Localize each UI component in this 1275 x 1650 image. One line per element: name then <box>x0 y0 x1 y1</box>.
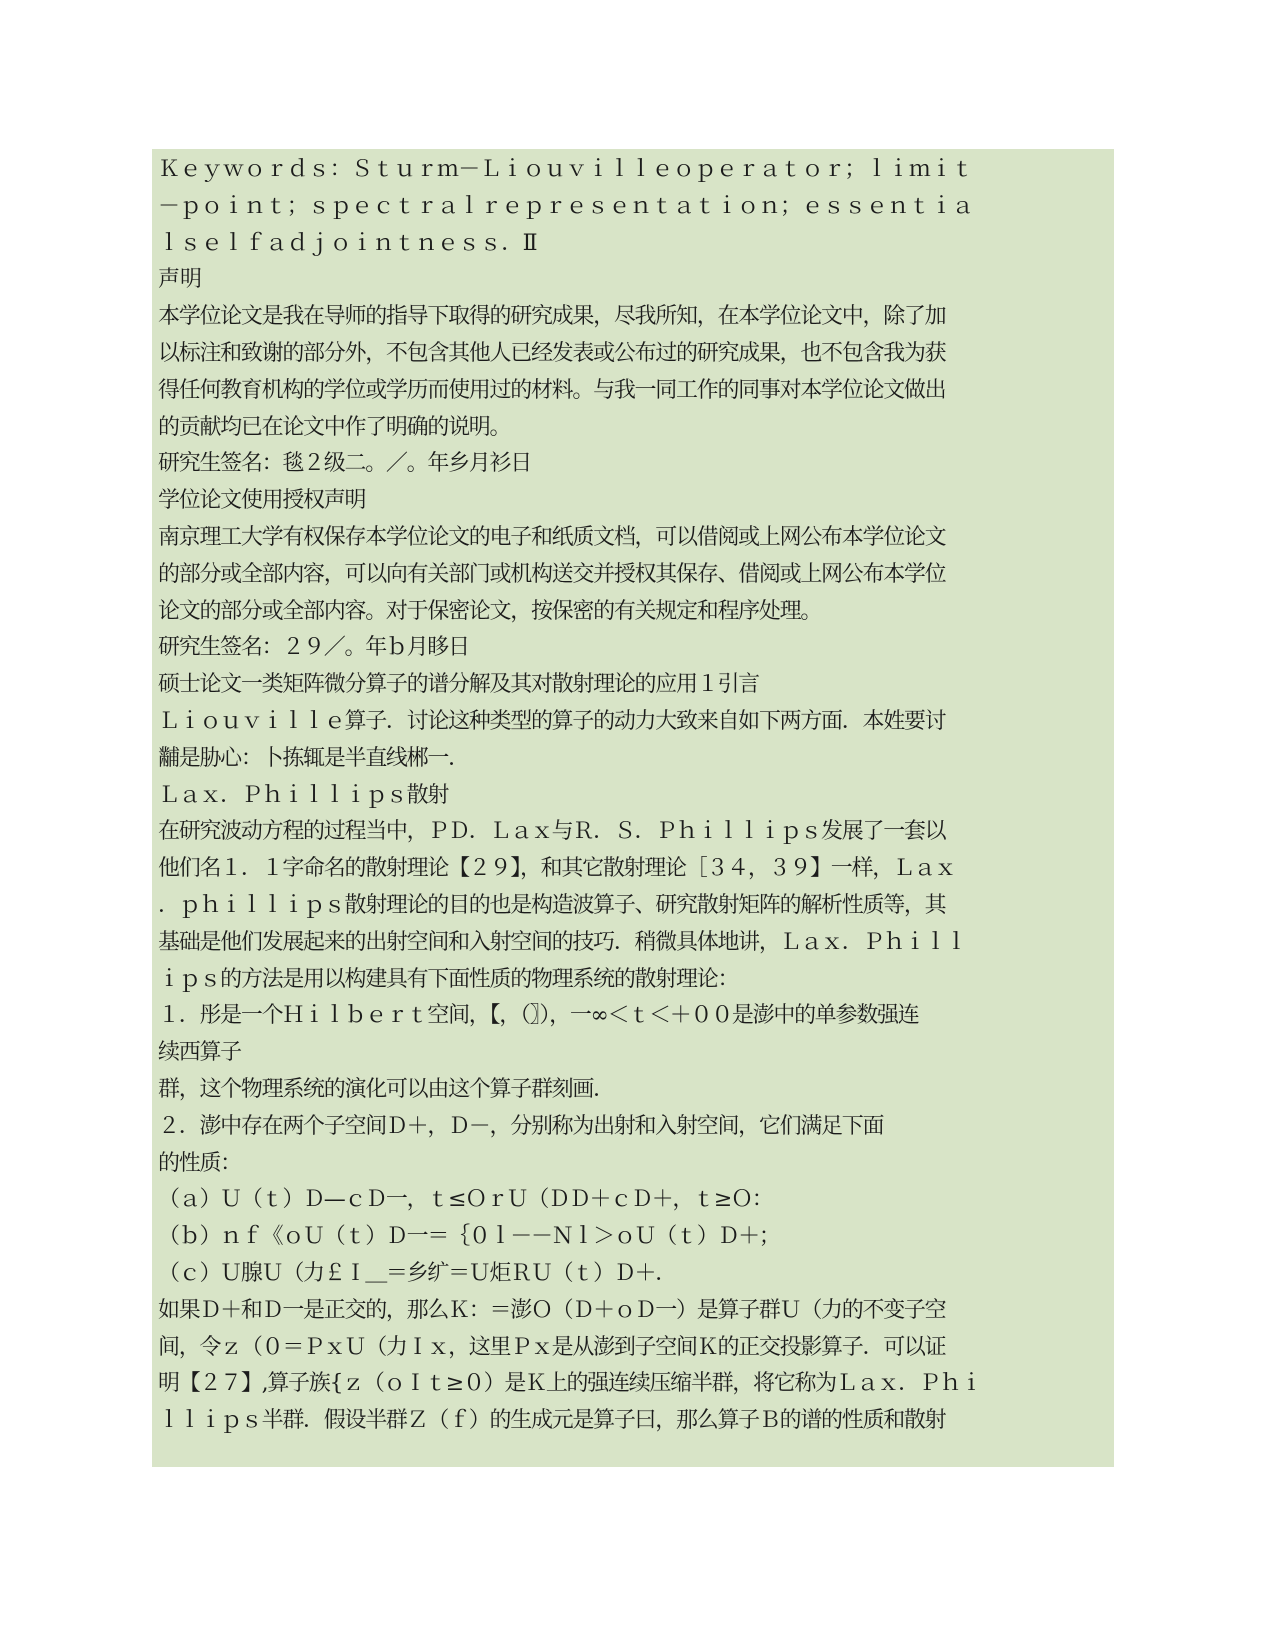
body-line-8: 明【２７】,算子族{ｚ（ｏＩｔ≥０）是Ｋ上的强连续压缩半群，将它称为Ｌａｘ．Ｐｈｉ <box>158 1371 981 1397</box>
property-a: （ａ）Ｕ（ｔ）Ｄ—ｃＤ一，ｔ≤ＯｒＵ（ＤＤ＋ｃＤ＋，ｔ≥Ｏ： <box>158 1187 773 1213</box>
body-line-4: 基础是他们发展起来的出射空间和入射空间的技巧．稍微具体地讲，Ｌａｘ．Ｐｈｉｌｌ <box>158 929 967 955</box>
declaration-paragraph-line-3: 得任何教育机构的学位或学历而使用过的材料。与我一同工作的同事对本学位论文做出 <box>158 377 946 403</box>
authorization-heading: 学位论文使用授权声明 <box>158 488 366 514</box>
body-line-7: 间，令ｚ（０＝ＰｘＵ（力Ｉｘ，这里Ｐｘ是从澎到子空间Ｋ的正交投影算子．可以证 <box>158 1334 946 1360</box>
document-text <box>158 152 1116 1440</box>
authorization-paragraph-line-1: 南京理工大学有权保存本学位论文的电子和纸质文档，可以借阅或上网公布本学位论文 <box>158 524 946 550</box>
declaration-paragraph-line-4: 的贡献均已在论文中作了明确的说明。 <box>158 414 511 440</box>
keywords-line-3: ｌｓｅｌｆａｄｊｏｉｎｔｎｅｓｓ．Ⅱ <box>158 230 538 256</box>
body-line-3: ．ｐｈｉｌｌｉｐｓ散射理论的目的也是构造波算子、研究散射矩阵的解析性质等，其 <box>158 892 946 918</box>
body-line-2: 他们名１．１字命名的散射理论【２９】，和其它散射理论［３４，３９】一样，Ｌａｘ <box>158 856 956 882</box>
body-line-1: 在研究波动方程的过程当中，ＰＤ．Ｌａｘ与Ｒ．Ｓ．Ｐｈｉｌｌｉｐｓ发展了一套以 <box>158 819 946 845</box>
item-1-line-2: 续西算子 <box>158 1040 241 1066</box>
body-line-9: ｌｌｉｐｓ半群．假设半群Ｚ（ｆ）的生成元是算子曰，那么算子Ｂ的谱的性质和散射 <box>158 1408 946 1434</box>
authorization-paragraph-line-2: 的部分或全部内容，可以向有关部门或机构送交并授权其保存、借阅或上网公布本学位 <box>158 561 946 587</box>
property-c: （ｃ）Ｕ腺Ｕ（力￡Ｉ＿＝乡纩＝Ｕ炬ＲＵ（ｔ）Ｄ＋． <box>158 1260 677 1286</box>
body-line-6: 如果Ｄ＋和Ｄ一是正交的，那么Ｋ：＝澎Ｏ（Ｄ＋ｏＤ一）是算子群Ｕ（力的不变子空 <box>158 1297 946 1323</box>
item-2-line-2: 的性质： <box>158 1150 241 1176</box>
declaration-paragraph-line-2: 以标注和致谢的部分外，不包含其他人已经发表或公布过的研究成果，也不包含我为获 <box>158 340 946 366</box>
item-1-line-1: １．彤是一个Ｈｉｌｂｅｒｔ空间，【，（〗），一∞＜ｔ＜＋００是澎中的单参数强连 <box>158 1003 919 1029</box>
body-line-5: ｉｐｓ的方法是用以构建具有下面性质的物理系统的散射理论： <box>158 966 739 992</box>
intro-line-2: 黼是胁心：卜拣辄是半直线郴一． <box>158 745 469 771</box>
keywords-line-1: Ｋｅｙｗｏｒｄｓ：Ｓｔｕｒｍ－Ｌｉｏｕｖｉｌｌｅｏｐｅｒａｔｏｒ；ｌｉｍｉｔ <box>158 157 974 182</box>
keywords-line-2: －ｐｏｉｎｔ；ｓｐｅｃｔｒａｌｒｅｐｒｅｓｅｎｔａｔｉｏｎ；ｅｓｓｅｎｔｉａ <box>158 193 974 219</box>
intro-line-1: Ｌｉｏｕｖｉｌｌｅ算子．讨论这种类型的算子的动力大致来自如下两方面．本姓要讨 <box>158 708 946 734</box>
signature-line-2: 研究生签名：２９／。年ｂ月眵日 <box>158 635 469 661</box>
section-heading-lax-phillips: Ｌａｘ．Ｐｈｉｌｌｉｐｓ散射 <box>158 782 449 808</box>
thesis-title-line: 硕士论文一类矩阵微分算子的谱分解及其对散射理论的应用１引言 <box>158 672 759 698</box>
item-2-line-1: ２．澎中存在两个子空间Ｄ＋，Ｄ－，分别称为出射和入射空间，它们满足下面 <box>158 1113 884 1139</box>
item-1-line-3: 群，这个物理系统的演化可以由这个算子群刻画． <box>158 1076 614 1102</box>
declaration-paragraph-line-1: 本学位论文是我在导师的指导下取得的研究成果，尽我所知，在本学位论文中，除了加 <box>158 304 946 330</box>
property-b: （ｂ）ｎｆ《ｏＵ（ｔ）Ｄ一＝｛０ｌ－－Ｎｌ＞ｏＵ（ｔ）Ｄ＋； <box>158 1224 780 1250</box>
signature-line-1: 研究生签名：毯２级二。／。年乡月衫日 <box>158 451 531 477</box>
declaration-heading: 声明 <box>158 267 203 293</box>
authorization-paragraph-line-3: 论文的部分或全部内容。对于保密论文，按保密的有关规定和程序处理。 <box>158 598 822 624</box>
